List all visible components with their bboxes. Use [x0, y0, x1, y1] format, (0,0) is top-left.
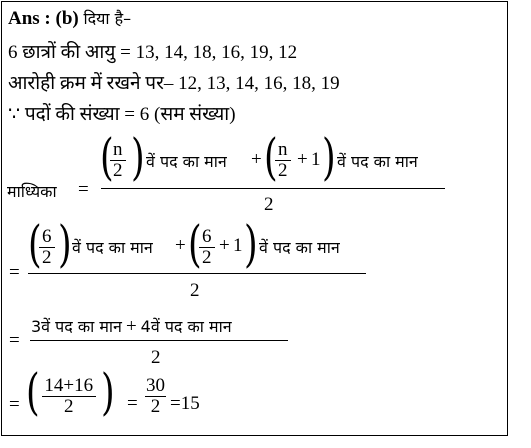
count-line — [8, 104, 236, 126]
right-paren: ) — [131, 128, 145, 186]
plus-sign: + — [125, 316, 137, 337]
third-term: 3वें पद का मान — [31, 317, 122, 336]
term-value-label: वें पद का मान — [72, 238, 153, 257]
sum-numerator: 14+16 — [44, 375, 94, 396]
fraction-bar — [101, 188, 445, 189]
ascending-line — [8, 73, 340, 95]
equals-sign: = — [78, 179, 89, 200]
denominator: 2 — [145, 396, 167, 417]
fraction-bar — [28, 273, 366, 274]
one-digit: 1 — [233, 235, 243, 256]
thirty-number: 30 — [146, 375, 165, 396]
plus-sign: + — [219, 235, 230, 256]
sum-over-2 — [42, 376, 96, 417]
equals-sign: = — [127, 393, 138, 414]
n-symbol: n — [278, 139, 288, 160]
six-digit: 6 — [202, 226, 212, 247]
left-paren: ( — [26, 363, 40, 421]
term-value-label: वें पद का मान — [146, 152, 227, 171]
final-result: =15 — [170, 393, 200, 414]
thirty-over-2 — [144, 376, 167, 417]
six-digit: 6 — [42, 226, 52, 247]
six-over-2 — [199, 227, 215, 268]
ascending-text: आरोही क्रम में रखने पर– 12, 13, 14, 16, 18, 19 — [8, 73, 340, 94]
right-paren: ) — [322, 128, 336, 186]
equals-sign: = — [9, 262, 20, 283]
ans-label: Ans : (b) — [8, 8, 79, 29]
one-digit: 1 — [311, 149, 321, 170]
plus-sign: + — [175, 235, 186, 256]
equals-sign: = — [9, 330, 20, 351]
denominator: 2 — [190, 280, 200, 301]
median-label: माध्यिका — [7, 182, 57, 201]
ages-line — [8, 42, 297, 64]
left-paren: ( — [28, 215, 42, 273]
given-text: दिया है– — [83, 9, 132, 28]
equals-sign: = — [9, 394, 20, 415]
denominator: 2 — [264, 194, 274, 215]
term-value-label: वें पद का मान — [337, 152, 418, 171]
fourth-term: 4वें पद का मान — [140, 317, 232, 336]
denominator: 2 — [151, 347, 161, 368]
right-paren: ) — [101, 363, 115, 421]
denominator: 2 — [39, 247, 55, 268]
left-paren: ( — [264, 128, 278, 186]
ages-text: 6 छात्रों की आयु = 13, 14, 18, 16, 19, 12 — [8, 42, 298, 63]
n-symbol: n — [113, 139, 123, 160]
answer-header — [8, 8, 131, 30]
right-paren: ) — [58, 215, 72, 273]
right-paren: ) — [244, 215, 258, 273]
plus-sign: + — [251, 149, 262, 170]
left-paren: ( — [100, 128, 114, 186]
term-value-label: वें पद का मान — [259, 238, 340, 257]
six-over-2 — [39, 227, 55, 268]
count-text: ∵ पदों की संख्या = 6 (सम संख्या) — [8, 104, 236, 125]
plus-sign: + — [297, 149, 308, 170]
n-over-2 — [275, 140, 291, 181]
denominator: 2 — [199, 247, 215, 268]
denominator: 2 — [110, 160, 126, 181]
left-paren: ( — [188, 215, 202, 273]
denominator: 2 — [42, 396, 96, 417]
denominator: 2 — [275, 160, 291, 181]
fraction-bar — [30, 340, 288, 341]
n-over-2 — [110, 140, 126, 181]
third-fourth-sum — [31, 315, 232, 338]
